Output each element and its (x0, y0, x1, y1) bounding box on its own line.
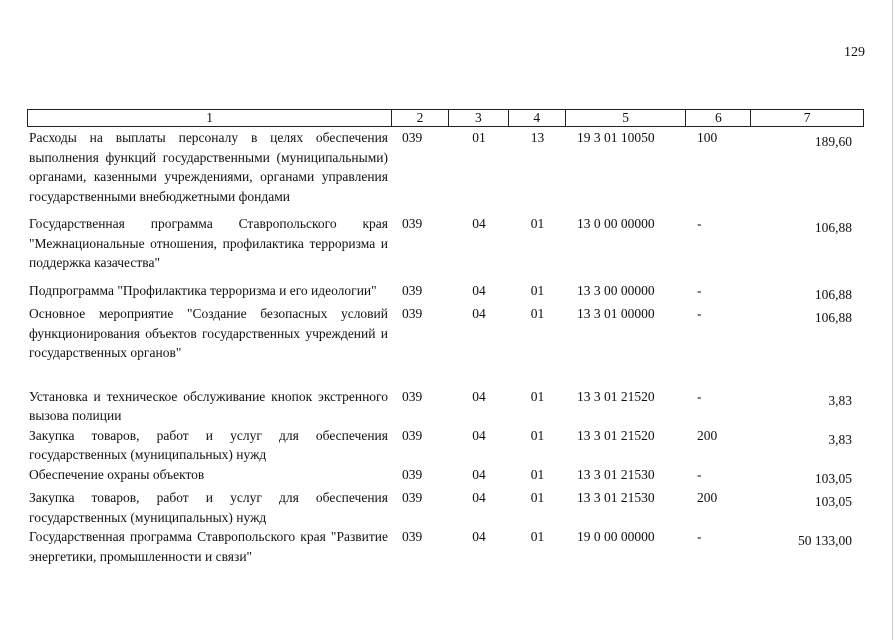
row-csr: 13 3 01 21530 (577, 490, 655, 505)
header-cell-3: 3 (449, 110, 509, 126)
row-gr: 039 (402, 306, 423, 321)
row-gr: 039 (402, 216, 423, 231)
row-rz: 04 (472, 306, 486, 321)
row-vr: - (697, 529, 702, 544)
row-sum: 50 133,00 (798, 533, 852, 548)
row-sum: 3,83 (828, 431, 852, 447)
table-row (27, 214, 864, 273)
row-rz: 04 (472, 466, 486, 482)
header-cell-5: 5 (566, 110, 687, 126)
row-name: Государственная программа Ставропольского края "Развитие энергетики, промышленности и связи" (29, 529, 388, 564)
row-gr: 039 (402, 490, 423, 505)
table-row (27, 281, 864, 305)
row-name: Установка и техническое обслуживание кнопок экстренного вызова полиции (29, 388, 388, 423)
row-sum: 106,88 (814, 220, 852, 235)
row-name: Обеспечение охраны объектов (29, 466, 205, 482)
table-row (27, 426, 864, 465)
row-pr: 01 (530, 427, 545, 443)
row-pr: 01 (530, 282, 545, 298)
table-row (27, 527, 864, 566)
table-header (27, 109, 864, 127)
row-csr: 13 3 00 00000 (577, 282, 655, 298)
row-pr: 01 (530, 529, 545, 544)
row-vr: 100 (697, 130, 718, 145)
row-csr: 13 3 01 21530 (577, 466, 655, 482)
row-rz: 04 (472, 529, 486, 544)
row-sum: 106,88 (814, 310, 852, 325)
row-vr: - (697, 216, 702, 231)
row-sum: 103,05 (814, 494, 852, 509)
budget-table (27, 109, 864, 566)
row-csr: 19 3 01 10050 (577, 130, 655, 145)
header-cell-6: 6 (686, 110, 751, 126)
row-sum: 3,83 (828, 392, 852, 408)
page-number: 129 (844, 45, 865, 60)
row-csr: 13 3 01 21520 (577, 427, 655, 443)
table-row (27, 304, 864, 363)
row-vr: 200 (697, 490, 718, 505)
row-csr: 13 3 01 00000 (577, 306, 655, 321)
row-rz: 04 (472, 388, 486, 404)
header-cell-4: 4 (509, 110, 566, 126)
row-vr: - (697, 466, 702, 482)
row-gr: 039 (402, 529, 423, 544)
row-name: Закупка товаров, работ и услуг для обеспечения государственных (муниципальных) нужд (29, 490, 388, 525)
row-gr: 039 (402, 130, 423, 145)
table-row (27, 387, 864, 426)
table-row (27, 488, 864, 527)
row-name: Государственная программа Ставропольского края "Межнациональные отношения, профилактика терроризма и поддержка казачества" (29, 216, 388, 270)
row-gr: 039 (402, 388, 423, 404)
row-pr: 01 (530, 306, 545, 321)
row-pr: 13 (530, 130, 545, 145)
row-vr: - (697, 306, 702, 321)
row-pr: 01 (530, 216, 545, 231)
row-rz: 04 (472, 282, 486, 298)
table-row (27, 128, 864, 206)
row-vr: - (697, 388, 702, 404)
row-vr: 200 (697, 427, 718, 443)
row-name: Основное мероприятие "Создание безопасных условий функционирования объектов государственных учреждений и государственных органов" (29, 306, 388, 360)
header-cell-1: 1 (28, 110, 392, 126)
row-pr: 01 (530, 490, 545, 505)
scan-edge (892, 0, 893, 640)
row-csr: 13 3 01 21520 (577, 388, 655, 404)
row-rz: 04 (472, 490, 486, 505)
row-rz: 04 (472, 216, 486, 231)
row-rz: 01 (472, 130, 486, 145)
row-csr: 13 0 00 00000 (577, 216, 655, 231)
table-row (27, 465, 864, 489)
row-sum: 106,88 (814, 286, 852, 302)
row-name: Закупка товаров, работ и услуг для обеспечения государственных (муниципальных) нужд (29, 427, 388, 462)
row-gr: 039 (402, 466, 423, 482)
row-sum: 103,05 (814, 470, 852, 486)
row-vr: - (697, 282, 702, 298)
header-cell-7: 7 (803, 110, 811, 125)
row-pr: 01 (530, 466, 545, 482)
row-gr: 039 (402, 427, 423, 443)
row-gr: 039 (402, 282, 423, 298)
row-csr: 19 0 00 00000 (577, 529, 655, 544)
row-rz: 04 (472, 427, 486, 443)
row-name: Подпрограмма "Профилактика терроризма и его идеологии" (29, 282, 377, 298)
row-name: Расходы на выплаты персоналу в целях обеспечения выполнения функций государственными (муниципальными) органами, казенными учреждениями, органами управления государственными внебюджетными фондами (29, 130, 388, 204)
row-pr: 01 (530, 388, 545, 404)
row-sum: 189,60 (814, 134, 852, 149)
header-cell-2: 2 (392, 110, 449, 126)
